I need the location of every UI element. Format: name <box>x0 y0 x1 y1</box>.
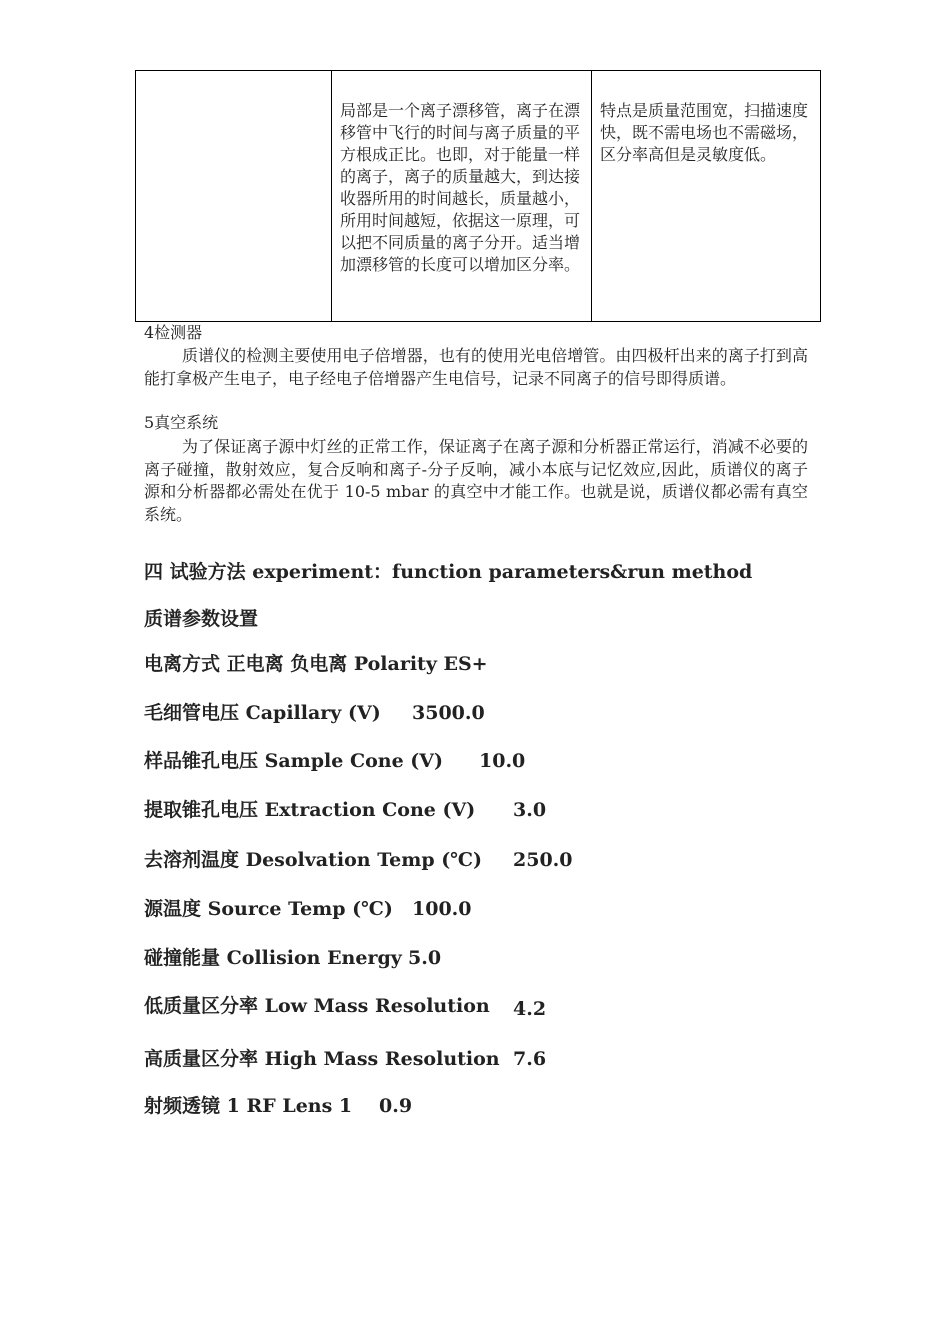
param-low-mass-resolution <box>144 994 547 1020</box>
table-cell-text <box>136 71 331 100</box>
param-label: 去溶剂温度 Desolvation Temp (℃) <box>144 849 483 871</box>
param-value: 3.0 <box>513 799 547 821</box>
vacuum-heading: 5真空系统 <box>144 413 219 432</box>
table-cell-text: 特点是质量范围宽，扫描速度快，既不需电场也不需磁场，区分率高但是灵敏度低。 <box>600 101 809 164</box>
param-label: 提取锥孔电压 Extraction Cone (V) <box>144 799 476 821</box>
param-extraction-cone <box>144 798 547 822</box>
param-value: 3500.0 <box>412 702 485 724</box>
detector-paragraph: 质谱仪的检测主要使用电子倍增器，也有的使用光电倍增管。由四极杆出来的离子打到高能打拿极产生电子，电子经电子倍增器产生电信号，记录不同离子的信号即得质谱。 <box>144 346 808 388</box>
param-label: 样品锥孔电压 Sample Cone (V) <box>144 750 443 772</box>
table-cell-features <box>592 71 821 322</box>
param-sample-cone <box>144 749 526 773</box>
param-value: 7.6 <box>513 1048 547 1070</box>
table-row <box>136 71 821 322</box>
param-label: 高质量区分率 High Mass Resolution <box>144 1048 500 1070</box>
param-value: 100.0 <box>412 898 472 920</box>
param-label: 低质量区分率 Low Mass Resolution <box>144 995 490 1017</box>
table-cell-text: 局部是一个离子漂移管，离子在漂移管中飞行的时间与离子质量的平方根成正比。也即，对于能量一样的离子，离子的质量越大，到达接收器所用的时间越长，质量越小，所用时间越短，依据这一原理，可以把不同质量的离子分开。适当增加漂移管的长度可以增加区分率。 <box>340 101 581 274</box>
param-value: 0.9 <box>379 1095 413 1117</box>
param-value: 5.0 <box>408 947 442 969</box>
param-polarity <box>144 652 488 676</box>
param-value: 10.0 <box>479 750 526 772</box>
param-label: 碰撞能量 Collision Energy <box>144 947 402 969</box>
param-label: 电离方式 正电离 负电离 Polarity ES+ <box>144 653 488 675</box>
param-label: 毛细管电压 Capillary (V) <box>144 702 381 724</box>
table-cell-principle <box>332 71 592 322</box>
param-collision-energy <box>144 946 442 970</box>
analyzer-table <box>135 70 821 322</box>
settings-title: 质谱参数设置 <box>144 608 259 630</box>
param-capillary <box>144 701 485 725</box>
experiment-heading: 四 试验方法 experiment：function parameters&run method <box>144 561 753 583</box>
vacuum-paragraph: 为了保证离子源中灯丝的正常工作，保证离子在离子源和分析器正常运行，消减不必要的离子碰撞，散射效应，复合反响和离子-分子反响，减小本底与记忆效应,因此，质谱仪的离子源和分析器都必需处在优于 10-5 mbar 的真空中才能工作。也就是说，质谱仪都必需有真空系统。 <box>144 437 808 524</box>
param-high-mass-resolution <box>144 1047 547 1071</box>
param-rf-lens <box>144 1094 413 1118</box>
param-value: 250.0 <box>513 849 573 871</box>
table-cell-empty <box>136 71 332 322</box>
param-label: 源温度 Source Temp (℃) <box>144 898 393 920</box>
param-label: 射频透镜 1 RF Lens 1 <box>144 1095 353 1117</box>
param-value: 4.2 <box>513 998 547 1020</box>
param-desolvation-temp <box>144 848 573 872</box>
detector-heading: 4检测器 <box>144 323 203 342</box>
param-source-temp <box>144 897 472 921</box>
